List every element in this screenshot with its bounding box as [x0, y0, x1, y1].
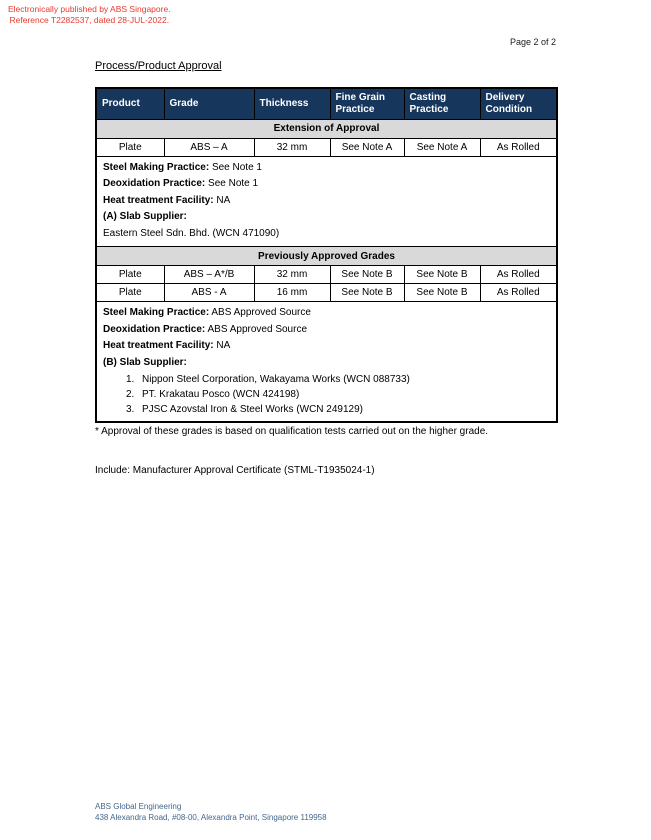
supplier-list — [103, 372, 550, 417]
col-header-product: Product — [96, 88, 164, 119]
col-header-thickness: Thickness — [254, 88, 330, 119]
section-band-row — [96, 119, 557, 138]
section-heading: Process/Product Approval — [95, 60, 222, 72]
supplier-name: Eastern Steel Sdn. Bhd. (WCN 471090) — [103, 227, 280, 239]
detail-slab-supplier-b: (B) Slab Supplier: — [103, 356, 187, 368]
cell-casting: See Note B — [404, 284, 480, 302]
footer-org: ABS Global Engineering — [95, 802, 182, 811]
include-line: Include: Manufacturer Approval Certificate (STML-T1935024-1) — [95, 465, 375, 476]
cell-product: Plate — [96, 138, 164, 156]
cell-thickness: 32 mm — [254, 266, 330, 284]
table-row — [96, 284, 557, 302]
detail-deoxidation: Deoxidation Practice: See Note 1 — [103, 178, 259, 189]
page-number: Page 2 of 2 — [510, 37, 557, 47]
cell-grade: ABS – A*/B — [164, 266, 254, 284]
list-item: 2. PT. Krakatau Posco (WCN 424198) — [126, 389, 300, 400]
col-header-fine-grain-practice: Fine Grain Practice — [330, 88, 404, 119]
stamp-line2: Reference T2282537, dated 28-JUL-2022. — [9, 14, 170, 25]
cell-grade: ABS - A — [164, 284, 254, 302]
col-header-casting-practice: Casting Practice — [404, 88, 480, 119]
detail-steel-making: Steel Making Practice: See Note 1 — [103, 161, 262, 173]
cell-fine-grain: See Note A — [330, 138, 404, 156]
band-extension-of-approval: Extension of Approval — [96, 119, 557, 138]
table-row — [96, 138, 557, 156]
footer-address: 438 Alexandra Road, #08-00, Alexandra Point, Singapore 119958 — [95, 812, 327, 822]
cell-grade: ABS – A — [164, 138, 254, 156]
page-footer — [95, 802, 327, 823]
list-item: 3. PJSC Azovstal Iron & Steel Works (WCN 249129) — [126, 404, 364, 415]
electronic-publish-stamp — [8, 4, 171, 25]
col-header-delivery-condition: Delivery Condition — [480, 88, 557, 119]
cell-delivery: As Rolled — [480, 138, 557, 156]
table-row — [96, 266, 557, 284]
detail-heat-treatment: Heat treatment Facility: NA — [103, 340, 231, 351]
cell-casting: See Note A — [404, 138, 480, 156]
cell-fine-grain: See Note B — [330, 284, 404, 302]
cell-casting: See Note B — [404, 266, 480, 284]
list-item: 1. Nippon Steel Corporation, Wakayama Works (WCN 088733) — [126, 374, 410, 385]
details-row-extension — [96, 156, 557, 247]
table-header-row — [96, 88, 557, 119]
cell-fine-grain: See Note B — [330, 266, 404, 284]
details-row-previous — [96, 302, 557, 423]
detail-heat-treatment: Heat treatment Facility: NA — [103, 194, 231, 206]
stamp-line1: Electronically published by ABS Singapore. — [8, 4, 171, 14]
section-band-row — [96, 247, 557, 266]
cell-delivery: As Rolled — [480, 284, 557, 302]
cell-thickness: 32 mm — [254, 138, 330, 156]
approval-table — [95, 87, 558, 423]
cell-product: Plate — [96, 284, 164, 302]
detail-steel-making: Steel Making Practice: ABS Approved Source — [103, 307, 311, 318]
footnote: * Approval of these grades is based on qualification tests carried out on the higher grade. — [95, 426, 489, 437]
cell-delivery: As Rolled — [480, 266, 557, 284]
cell-product: Plate — [96, 266, 164, 284]
band-previously-approved-grades: Previously Approved Grades — [96, 247, 557, 266]
cell-thickness: 16 mm — [254, 284, 330, 302]
col-header-grade: Grade — [164, 88, 254, 119]
detail-deoxidation: Deoxidation Practice: ABS Approved Source — [103, 323, 308, 335]
detail-slab-supplier-a: (A) Slab Supplier: — [103, 211, 187, 222]
